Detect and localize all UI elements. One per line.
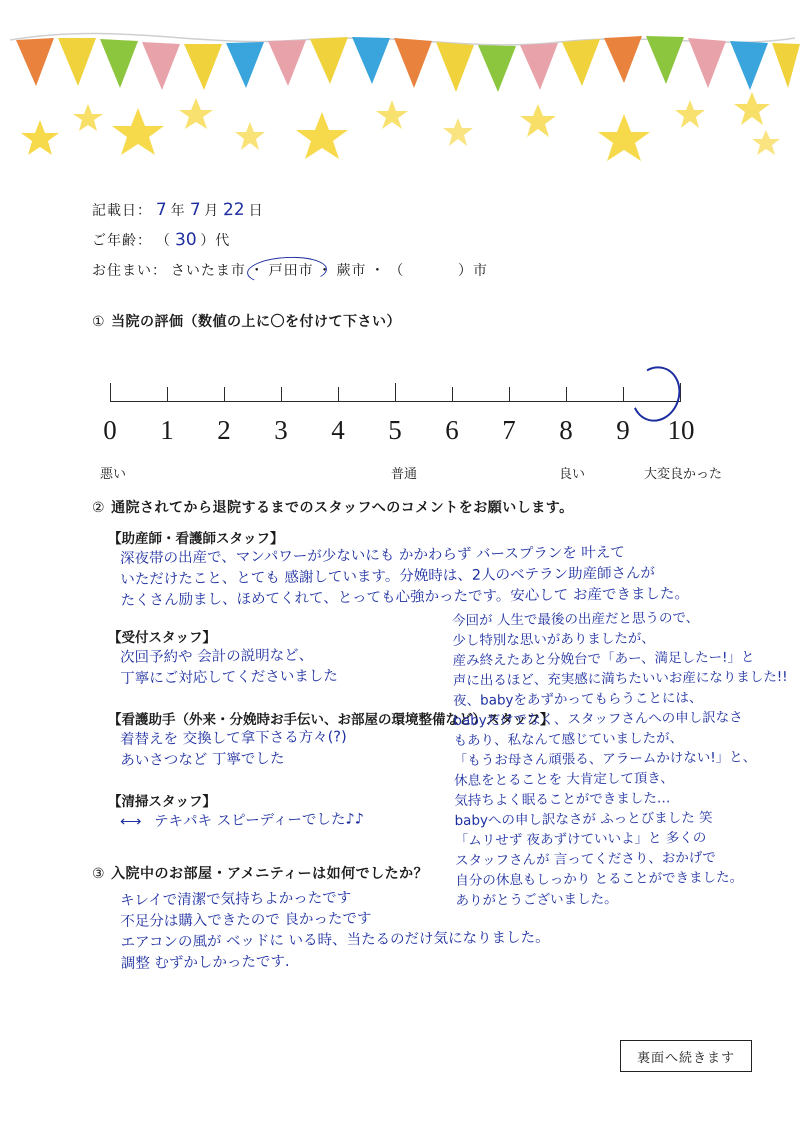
q2-group-label-cleaning: 【清掃スタッフ】 (108, 794, 216, 809)
address-option-saitama[interactable]: さいたま市 (170, 262, 246, 278)
scale-label-1[interactable]: 1 (160, 415, 174, 445)
q2-answer-assistant-text: 着替えを 交換して拿下さる方々(?) あいさつなど 丁寧でした (120, 729, 347, 769)
date-month-value[interactable]: 7 (189, 199, 201, 221)
scale-tick-6 (452, 387, 453, 402)
address-sep-1: ・ (249, 262, 265, 278)
scale-label-0[interactable]: 0 (103, 415, 117, 445)
scale-tick-4 (338, 387, 339, 402)
q3-number: ③ (92, 865, 106, 881)
scale-anchor-normal: 普通 (390, 466, 418, 481)
double-arrow-icon: ⟷ (120, 813, 142, 830)
scale-anchor-excellent: 大変良かった (643, 466, 723, 481)
address-sep-2: ・ (317, 262, 333, 278)
day-unit: 日 (248, 202, 264, 218)
decorative-banner (0, 0, 800, 165)
back-side-notice-label: 裏面へ続きます (636, 1049, 735, 1065)
q2-group-label-midwife: 【助産師・看護師スタッフ】 (108, 531, 284, 546)
q1-rating-scale[interactable] (0, 353, 800, 493)
address-row (0, 255, 800, 285)
date-label: 記載日： (92, 202, 152, 218)
q2-side-note[interactable] (452, 611, 792, 911)
address-selected-circle (246, 255, 327, 287)
q3-title: 入院中のお部屋・アメニティーは如何でしたか？ (111, 865, 429, 881)
q2-group-label-reception: 【受付スタッフ】 (108, 630, 216, 645)
scale-tick-3 (281, 387, 282, 402)
scale-anchor-bad: 悪い (99, 466, 127, 481)
q1-heading (0, 311, 800, 331)
address-other-close: ）市 (458, 262, 489, 278)
scale-tick-1 (167, 387, 168, 402)
back-side-notice (620, 1040, 752, 1072)
scale-tick-2 (224, 387, 225, 402)
address-other-open: （ (389, 262, 405, 278)
q1-number: ① (92, 313, 106, 329)
q2-side-note-text: 今回が 人生で最後の出産だと思うので、 少し特別な思いがありましたが、 産み終えたあと分娩台で「あー、満足したー!」と 声に出るほど、充実感に満ちたいいお産になりました!! 夜、babyをあずかってもらうことには、 babyだけでなく、スタッフさんへの申し訳なさ もあり、私なんて感じていましたが、 「もうお母さん頑張る、アラームかけない!」と、 休息をとることを 大肯定して頂き、 気持ちよく眠ることができました… babyへの申し訳なさが ふっとびました 笑 「ムリせず 夜あずけていいよ」と 多くの スタッフさんが 言ってくださり、おかげで 自分の休息もしっかり とることができました。 ありがとうございました。 (452, 609, 788, 909)
scale-tick-5 (395, 383, 396, 402)
age-label: ご年齢： (92, 232, 152, 248)
q2-answer-reception-text: 次回予約や 会計の説明など、 丁寧にご対応してくださいました (120, 647, 338, 687)
q2-number: ② (92, 499, 106, 515)
scale-label-8[interactable]: 8 (559, 415, 573, 445)
address-other-value[interactable] (408, 274, 454, 275)
q2-answer-cleaning-text: テキパキ スピーディーでした♪♪ (153, 811, 365, 830)
month-unit: 月 (204, 202, 220, 218)
q2-answer-midwife[interactable] (0, 544, 800, 612)
age-row (0, 225, 800, 255)
q3-answer[interactable] (0, 891, 800, 975)
scale-tick-8 (566, 387, 567, 402)
questionnaire-sheet (0, 195, 800, 975)
bunting-stars-svg (0, 0, 800, 165)
q2-title: 通院されてから退院するまでのスタッフへのコメントをお願いします。 (111, 499, 574, 515)
scale-label-2[interactable]: 2 (217, 415, 231, 445)
age-close-paren: ）代 (200, 232, 231, 248)
date-day-value[interactable]: 22 (222, 199, 245, 221)
address-option-toda[interactable]: 戸田市 (268, 262, 314, 278)
date-row (0, 195, 800, 225)
q2-heading (0, 497, 800, 517)
year-unit: 年 (170, 202, 186, 218)
scale-label-10[interactable]: 10 (667, 415, 695, 445)
scale-label-7[interactable]: 7 (502, 415, 516, 445)
scale-label-3[interactable]: 3 (274, 415, 288, 445)
age-value[interactable]: 30 (174, 229, 197, 251)
scale-anchor-good: 良い (558, 466, 586, 481)
scale-label-6[interactable]: 6 (445, 415, 459, 445)
q2-answer-midwife-text: 深夜帯の出産で、マンパワーが少ないにも かかわらず バースプランを 叶えて いただけたこと、とても 感謝しています。分娩時は、2人のベテラン助産師さんが たくさん励まし、ほめてくれて、とっても心強かったです。安心して お産できました。 (120, 544, 690, 609)
address-sep-3: ・ (370, 262, 386, 278)
scale-tick-7 (509, 387, 510, 402)
q3-answer-text: キレイで清潔で気持ちよかったです 不足分は購入できたので 良かったです エアコンの風が ベッドに いる時、当たるのだけ気になりました。 調整 むずかしかったです. (120, 890, 550, 972)
scale-label-5[interactable]: 5 (388, 415, 402, 445)
scale-tick-0 (110, 383, 111, 402)
address-option-warabi[interactable]: 蕨市 (336, 262, 367, 278)
scale-label-4[interactable]: 4 (331, 415, 345, 445)
scale-tick-9 (623, 387, 624, 402)
address-label: お住まい： (92, 262, 167, 278)
q1-title: 当院の評価（数値の上に〇を付けて下さい） (111, 313, 402, 329)
q2-group-label-assistant: 【看護助手（外来・分娩時お手伝い、お部屋の環境整備など）スタッフ】 (108, 712, 554, 727)
scale-label-9[interactable]: 9 (616, 415, 630, 445)
date-year-value[interactable]: 7 (155, 199, 167, 221)
age-open-paren: （ (155, 232, 171, 248)
